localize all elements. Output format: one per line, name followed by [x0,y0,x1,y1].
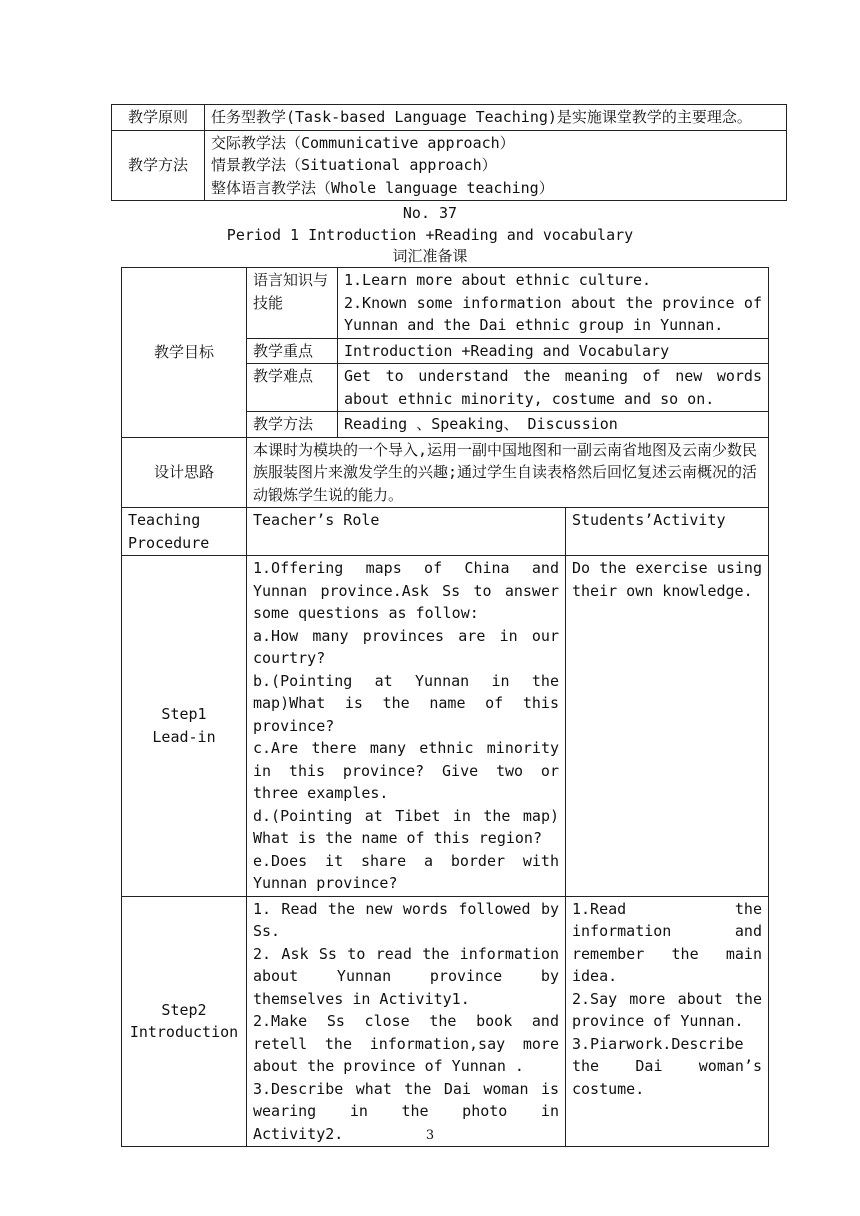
step-name: Introduction [129,1023,239,1042]
step-number: Step2 [161,1000,207,1019]
design-row [122,437,769,508]
method-item: 整体语言教学法（Whole language teaching） [211,178,554,197]
knowledge-content [338,268,769,339]
teacher-item: 1.Offering maps of China and Yunnan province.Ask Ss to answer some questions as follow: [253,559,559,622]
design-text: 本课时为模块的一个导入,运用一副中国地图和一副云南省地图及云南少数民族服装图片来激发学生的兴趣;通过学生自读表格然后回忆复述云南概况的活动锻炼学生说的能力。 [247,437,769,508]
step2-row [122,896,769,1147]
teaching-method-text: Reading 、Speaking、 Discussion [338,412,769,438]
objectives-label: 教学目标 [122,268,247,438]
teacher-item: d.(Pointing at Tibet in the map) What is the name of this region? [253,806,559,847]
student-item: 1.Read the information and remember the main idea. [572,899,762,985]
method-item: 交际教学法（Communicative approach） [211,133,515,152]
procedure-header-row [122,508,769,556]
lesson-number: No. 37 [402,204,458,222]
teacher-item: e.Does it share a border with Yunnan province? [253,851,559,892]
teacher-item: 3.Describe what the Dai woman is wearing in the photo in Activity2. [253,1079,559,1143]
principle-text: 任务型教学(Task-based Language Teaching)是实施课堂教学的主要理念。 [205,105,787,131]
student-item: 2.Say more about the province of Yunnan. [572,989,762,1030]
knowledge-item: 1.Learn more about ethnic culture. [344,271,652,289]
teacher-item: 2.Make Ss close the book and retell the information,say more about the province of Yunnan . [253,1012,559,1075]
teacher-item: b.(Pointing at Yunnan in the map)What is the name of this province? [253,671,559,735]
knowledge-label: 语言知识与技能 [247,268,338,339]
step2-student-activity [566,896,769,1147]
lesson-subtitle: 词汇准备课 [392,247,468,265]
method-item: 情景教学法（Situational approach） [211,156,497,174]
period-title: Period 1 Introduction +Reading and vocabulary [226,226,634,244]
principles-table [111,104,787,201]
focus-text: Introduction +Reading and Vocabulary [338,338,769,364]
method-row [112,130,787,201]
lesson-plan-table [121,267,769,1147]
step2-teacher-role [247,896,566,1147]
teacher-item: 2. Ask Ss to read the information about Yunnan province by themselves in Activity1. [253,944,559,1008]
objectives-knowledge-row [122,268,769,339]
step-number: Step1 [161,705,207,724]
student-item: 3.Piarwork.Describe the Dai woman’s costume. [572,1034,762,1098]
procedure-col1-header: Teaching Procedure [122,508,247,556]
step1-teacher-role [247,556,566,897]
step-name: Lead-in [152,727,216,746]
method-list [205,130,787,201]
student-item: Do the exercise using their own knowledge. [572,559,762,600]
teacher-item: a.How many provinces are in our courtry? [253,626,559,667]
difficulty-label: 教学难点 [247,364,338,412]
teacher-item: 1. Read the new words followed by Ss. [253,899,559,940]
procedure-col2-header: Teacher’s Role [247,508,566,556]
page-number: 3 [425,1128,435,1143]
difficulty-text: Get to understand the meaning of new words about ethnic minority, costume and so on. [338,364,769,412]
principle-row [112,105,787,131]
knowledge-item: 2.Known some information about the province of Yunnan and the Dai ethnic group in Yunnan. [344,293,762,334]
teaching-method-label: 教学方法 [247,412,338,438]
step1-label [122,556,247,897]
design-label: 设计思路 [122,437,247,508]
procedure-col3-header: Students’Activity [566,508,769,556]
teacher-item: c.Are there many ethnic minority in this province? Give two or three examples. [253,739,559,802]
step1-row [122,556,769,897]
principle-label: 教学原则 [112,105,205,131]
step2-label [122,896,247,1147]
step1-student-activity [566,556,769,897]
focus-label: 教学重点 [247,338,338,364]
method-label: 教学方法 [112,130,205,201]
